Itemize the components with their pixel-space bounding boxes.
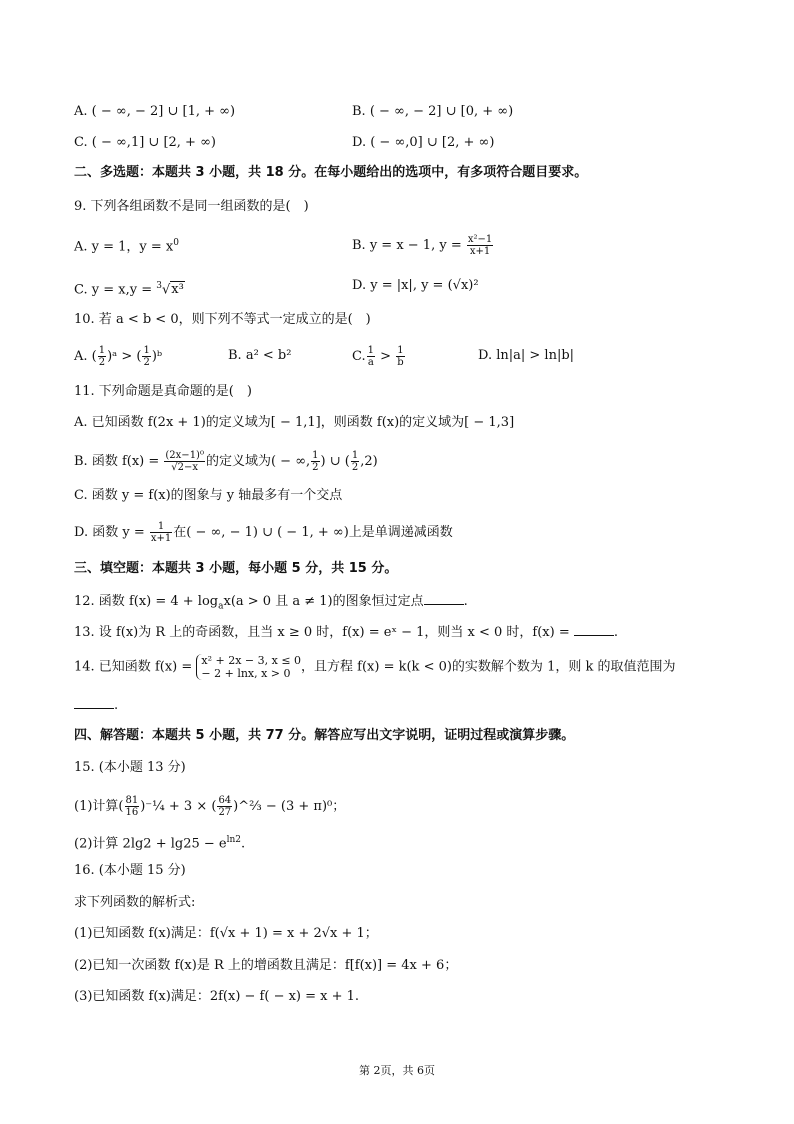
q14: [74, 654, 675, 680]
numerator: 1: [143, 345, 150, 356]
numerator: 1: [397, 345, 404, 356]
half-fraction: [351, 450, 359, 473]
q13: [74, 623, 618, 642]
text: (1)计算(: [74, 799, 124, 814]
q15-part-2: [74, 831, 245, 853]
fraction: [367, 345, 375, 368]
q10-stem: 10. 若 a < b < 0，则下列不等式一定成立的是( ): [74, 312, 371, 327]
q9-option-c: C. y = x,y = $^3$√x³: [74, 281, 184, 298]
numerator: 1: [150, 521, 172, 533]
piecewise-cases: [196, 654, 301, 680]
text: )ᵃ > (: [107, 349, 142, 364]
text: D. 函数 y =: [74, 525, 149, 540]
half-fraction: [311, 450, 319, 473]
q11-option-b: [74, 450, 378, 473]
answer-blank[interactable]: [74, 696, 114, 709]
text: ) ∪ (: [320, 454, 350, 469]
q11-option-a: A. 已知函数 f(2x + 1)的定义域为[ − 1,1]，则函数 f(x)的定义域为[ − 1,3]: [74, 415, 515, 430]
case-1: x² + 2x − 3, x ≤ 0: [201, 654, 302, 667]
answer-blank[interactable]: [424, 592, 464, 605]
fraction: [125, 795, 140, 818]
half-fraction: [98, 345, 106, 368]
q16-heading: 16. (本小题 15 分): [74, 863, 186, 878]
q10-option-c: [352, 345, 406, 368]
denominator: 16: [125, 807, 139, 818]
q9-option-b-text: B. y = x − 1, y =: [352, 238, 466, 253]
text: ，且方程 f(x) = k(k < 0)的实数解个数为 1，则 k 的取值范围为: [301, 659, 676, 675]
denominator: √2−x: [171, 462, 199, 473]
answer-blank[interactable]: [574, 623, 614, 636]
q9-option-c-text: C. y = x,y =: [74, 282, 157, 298]
q16-part-1: (1)已知函数 f(x)满足：f(√x + 1) = x + 2√x + 1；: [74, 926, 378, 941]
text: 12. 函数 f(x) = 4 + log: [74, 594, 219, 609]
q16-intro: 求下列函数的解析式:: [74, 895, 196, 910]
q10-option-d: D. ln|a| > ln|b|: [478, 348, 575, 363]
text: .: [241, 836, 246, 852]
section-4-heading: 四、解答题：本题共 5 小题，共 77 分。解答应写出文字说明，证明过程或演算步骤。: [74, 728, 575, 743]
denominator: 27: [218, 807, 232, 818]
q8-option-b: B. ( − ∞, − 2] ∪ [0, + ∞): [352, 104, 514, 119]
text: B. 函数 f(x) =: [74, 454, 164, 469]
q10-option-b: B. a² < b²: [228, 348, 292, 363]
text: )⁻¼ + 3 × (: [140, 799, 217, 814]
text: >: [380, 349, 392, 364]
denominator: 2: [351, 462, 359, 473]
numerator: 1: [98, 345, 106, 356]
numerator: 1: [367, 345, 374, 356]
text: )^⅔ − (3 + π)⁰；: [233, 799, 346, 814]
text: 在( − ∞, − 1) ∪ ( − 1, + ∞)上是单调递减函数: [173, 525, 453, 540]
q15-part-1: [74, 795, 345, 818]
denominator: b: [397, 357, 404, 368]
q16-part-3: (3)已知函数 f(x)满足：2f(x) − f( − x) = x + 1.: [74, 989, 360, 1004]
radicand: x³: [171, 282, 184, 298]
text: C.: [352, 349, 366, 364]
text: 13. 设 f(x)为 R 上的奇函数，且当 x ≥ 0 时，f(x) = eˣ − 1，则当 x < 0 时，f(x) =: [74, 625, 574, 640]
q11-stem: 11. 下列命题是真命题的是( ): [74, 384, 252, 399]
fraction: [164, 450, 205, 473]
q15-heading: 15. (本小题 13 分): [74, 760, 186, 775]
denominator: x+1: [469, 246, 491, 257]
text: .: [613, 625, 618, 640]
case-2: − 2 + lnx, x > 0: [201, 667, 291, 680]
q8-option-a: A. ( − ∞, − 2] ∪ [1, + ∞): [74, 104, 236, 119]
q9-option-d: D. y = |x|, y = (√x)²: [352, 278, 479, 293]
q12: [74, 592, 468, 616]
numerator: 1: [312, 450, 319, 461]
text: ,2): [360, 454, 378, 469]
q9-option-b-fraction: [467, 234, 493, 257]
text: 的定义域为( − ∞,: [205, 454, 311, 469]
fraction: [396, 345, 404, 368]
q11-option-d: [74, 521, 453, 544]
denominator: x+1: [150, 533, 172, 544]
denominator: 2: [312, 462, 319, 473]
q9-option-a-sup: 0: [173, 238, 179, 248]
numerator: 81: [125, 795, 139, 806]
q14-answer-line: [74, 696, 118, 715]
q8-option-d: D. ( − ∞,0] ∪ [2, + ∞): [352, 135, 495, 150]
page-footer: 第 2页，共 6页: [359, 1064, 435, 1077]
numerator: 1: [351, 450, 359, 461]
q11-option-c: C. 函数 y = f(x)的图象与 y 轴最多有一个交点: [74, 488, 343, 503]
q9-option-b: [352, 234, 494, 257]
exponent: ln2: [226, 835, 242, 845]
denominator: 2: [98, 357, 106, 368]
q9-stem: 9. 下列各组函数不是同一组函数的是( ): [74, 199, 309, 214]
section-2-heading: 二、多选题：本题共 3 小题，共 18 分。在每小题给出的选项中，有多项符合题目要求。: [74, 165, 588, 180]
section-3-heading: 三、填空题：本题共 3 小题，每小题 5 分，共 15 分。: [74, 561, 398, 576]
fraction: [217, 795, 232, 818]
text: .: [114, 698, 119, 713]
denominator: 2: [143, 357, 150, 368]
numerator: (2x−1)⁰: [165, 450, 204, 461]
text: A. (: [74, 349, 97, 364]
q9-option-a-text: A. y = 1，y = x: [74, 239, 174, 255]
q10-option-a: [74, 345, 162, 368]
text: x(a > 0 且 a ≠ 1)的图象恒过定点: [223, 594, 424, 609]
text: .: [463, 594, 468, 609]
text: (2)计算 2lg2 + lg25 − e: [74, 836, 227, 852]
text: 14. 已知函数 f(x) =: [74, 659, 197, 675]
text: )ᵇ: [151, 349, 163, 364]
radical-index: 3: [156, 281, 162, 291]
numerator: 64: [218, 795, 232, 806]
q16-part-2: (2)已知一次函数 f(x)是 R 上的增函数且满足：f[f(x)] = 4x + 6；: [74, 958, 458, 973]
half-fraction: [142, 345, 150, 368]
fraction: [150, 521, 172, 544]
q9-option-a: [74, 234, 179, 256]
log-base: a: [218, 601, 224, 612]
q8-option-c: C. ( − ∞,1] ∪ [2, + ∞): [74, 135, 216, 150]
denominator: a: [367, 357, 374, 368]
numerator: x²−1: [467, 234, 493, 245]
